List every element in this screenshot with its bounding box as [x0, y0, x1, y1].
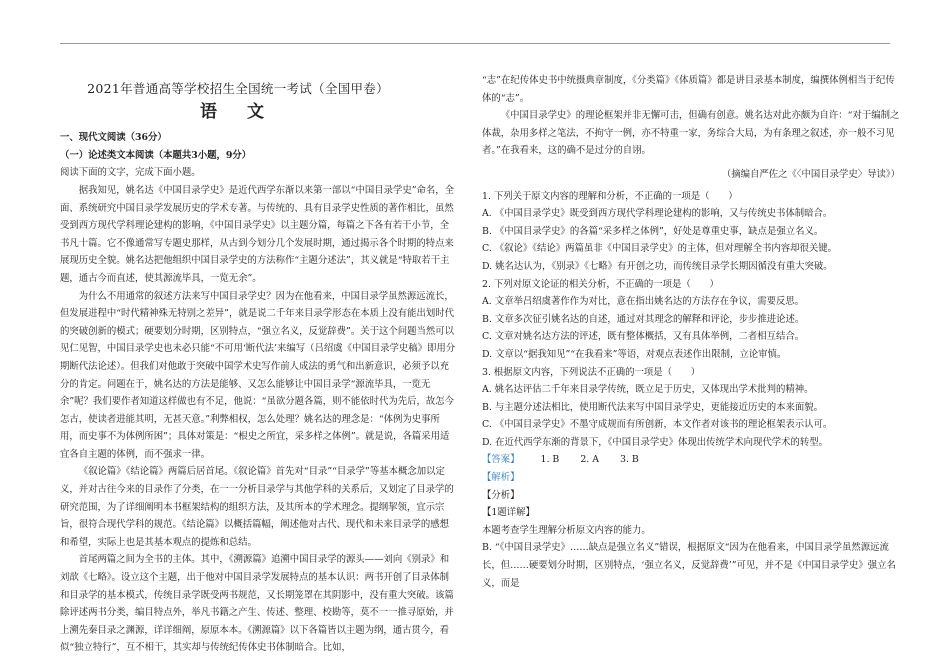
option-d: D. 文章以“据我知见”“在我看来”等语，对观点表述作出限制，立论审慎。	[482, 348, 787, 360]
source-citation: （摘编自严佐之《〈中国目录学史〉导读》）	[721, 168, 900, 180]
instruction: 阅读下面的文字，完成下面小题。	[60, 167, 201, 179]
left-column	[60, 72, 456, 657]
detail-b: B. “《中国目录学史》……缺点是强立名义”错误，根据原文“因为在他看来，中国目录学虽然源远流长，但……硬要划分时期，区别特点，‘强立名义，反觉辞费’”可见，并不是《中国目录学史》强立名义，而是	[482, 542, 896, 589]
paragraph-3: 《叙论篇》《结论篇》两篇后居首尾。《叙论篇》首先对“目录”“目录学”等基本概念加以定义，并对古往今来的目录作了分类，在一一分析目录学与其他学科的关系后，又划定了目录学的研究范围，为了详细阐明本书框架结构的组织方法，及其所本的学术理念。提纲挈领，宜示宗旨，很符合现代学科的规范。《结论篇》以概括篇幅，阐述他对古代、现代和未来目录学的感想和希望，实际上也是其基本观点的提炼和总结。	[60, 466, 454, 548]
question-stem: 1. 下列关于原文内容的理解和分析，不正确的一项是（ ）	[482, 190, 738, 202]
subject-title: 语 文	[200, 101, 276, 122]
subsection-heading: （一）论述类文本阅读（本题共3小题，9分）	[60, 149, 252, 161]
answer-label: 【答案】	[482, 454, 520, 466]
paragraph-1: 据我知见，姚名达《中国目录学史》是近代西学东渐以来第一部以“中国目录学史”命名，全面、系统研究中国目录学发展历史的学术专著。与传统的、具有目录学史性质的著作相比，虽然受到西方现代学科理论建构的影响，《中国目录学史》以主题分篇，每篇之下各有若干小节，全书凡十篇。它不像通常写专题史那样，从古到今划分几个发展时期，通过揭示各个时期的特点来展现历史全貌。姚名达把他组织中国目录学史的方法称作“主题分述法”，其义就是“特取若干主题，通古今而直述，使其源流毕具，一览无余”。	[60, 184, 455, 284]
paragraph-2: 为什么不用通常的叙述方法来写中国目录学史？因为在他看来，中国目录学虽然源远流长，但发展进程中“时代精神殊无特别之差异”，就是说二千年来目录学形态在本质上没有能出划时代的突破创新的模式；硬要划分时期，区别特点，“强立名义，反觉辞费”。关于这个问题当然可以见仁见智，中国目录学史也未必只能“不可用‘断代法’来编写（吕绍虞《中国目录学史稿》即用分期断代法论述）。但我们对他敢于突破中国学术史写作前人成法的勇气和出新意识，必须予以充分的肯定。问题在于，姚名达的方法是能够、又怎么能够让中国目录学“源流毕具，一览无余”呢？我们要作者知道这样做也有不足，他说：“虽欲分题各篇，则不能依时代为先后，故怎今怎古，使读者进能其明，无甚天意。”利弊相权，怎么处理？姚名达的理念是：“体例为史事所用，而史事不为体例所困”；具体对策是：“根史之所宜，采多样之体例”。就是说，各篇采用适宜各自主题的体例，而不强求一律。	[60, 290, 456, 460]
option-b: B. 与主题分述法相比，使用断代法来写中国目录学史，更能接近历史的本来面貌。	[482, 401, 823, 413]
option-d: D. 在近代西学东渐的背景下，《中国目录学史》体现出传统学术向现代学术的转型。	[482, 436, 828, 448]
right-column	[482, 72, 900, 592]
fenxi-label: 【分析】	[482, 489, 520, 501]
question-2	[482, 276, 900, 364]
option-a: A. 文章举吕绍虞著作作为对比，意在指出姚名达的方法存在争议，需要反思。	[482, 296, 805, 308]
question-1	[482, 188, 900, 276]
answer-3: 3. B	[620, 454, 639, 466]
option-d: D. 姚名达认为，《别录》《七略》有开创之功，而传统目录学长期因循没有重大突破。	[482, 260, 833, 272]
option-b: B. 《中国目录学史》的各篇“采多样之体例”，好处是尊重史事，缺点是强立名义。	[482, 225, 824, 237]
option-c: C. 文章对姚名达方法的评述，既有整体概括，又有具体举例，二者相互结合。	[482, 331, 805, 343]
paragraph-5: “志”在纪传体史书中统摄典章制度，《分类篇》《体质篇》都是讲目录基本制度，编撰体例相当于纪传体的“志”。	[482, 75, 895, 104]
question-stem: 2. 下列对原文论证的相关分析，不正确的一项是（ ）	[482, 278, 719, 290]
option-c: C. 《叙论》《结论》两篇虽非《中国目录学史》的主体，但对理解全书内容却很关键。	[482, 243, 837, 255]
answer-1: 1. B	[540, 454, 560, 466]
option-a: A. 姚名达评估二千年来目录学传统，既立足于历史，又体现出学术批判的精神。	[482, 384, 814, 396]
header-rule	[60, 43, 890, 44]
option-b: B. 文章多次征引姚名达的自述，通过对其理念的解释和评论，步步推进论述。	[482, 313, 805, 325]
option-c: C. 《中国目录学史》不墨守成规而有所创新，本文作者对该书的理论框架表示认可。	[482, 419, 833, 431]
paragraph-4: 首尾两篇之间为全书的主体。其中，《溯源篇》追溯中国目录学的源头——刘向《别录》和刘歆《七略》。设立这个主题，出于他对中国目录学发展特点的基本认识：两书开创了目录体制和目录学的基本模式，传统目录学既受两书规范，又长期笼罩在其阴影中，没有重大突破。该篇除评述两书分类，编目特点外，举凡书籍之产生、传述、整理、校勘等，莫不一一推寻原始，并上溯先秦目录之渊源，详详细阐，原原本本。《溯源篇》以下各篇皆以主题为纲，通古贯今，看似“独立特行”，互不相干，其实却与传统纪传体史书体制暗合。比如，	[60, 554, 454, 654]
analysis-label: 【解析】	[482, 472, 520, 484]
paragraph-6: 《中国目录学史》的理论框架并非无懈可击，但确有创意。姚名达对此亦颇为自许：“对于编制之体裁，杂用多样之笔法，不拘守一例，亦不特重一家，务综合大局，为有条理之叙述，亦一般不习见者。”在我看来，这的确不是过分的自诩。	[482, 110, 900, 157]
question-3	[482, 364, 900, 452]
answer-2: 2. A	[580, 454, 600, 466]
detail-intro: 本题考查学生理解分析原文内容的能力。	[482, 524, 651, 536]
option-a: A. 《中国目录学史》既受到西方现代学科理论建构的影响，又与传统史书体制暗合。	[482, 208, 833, 220]
answer-line	[482, 451, 900, 469]
detail-label: 【1题详解】	[482, 507, 535, 519]
section-heading: 一、现代文阅读（36分）	[60, 132, 167, 144]
exam-title: 2021年普通高等学校招生全国统一考试（全国甲卷）	[87, 81, 389, 96]
question-stem: 3. 根据原文内容，下列说法不正确的一项是（ ）	[482, 366, 701, 378]
